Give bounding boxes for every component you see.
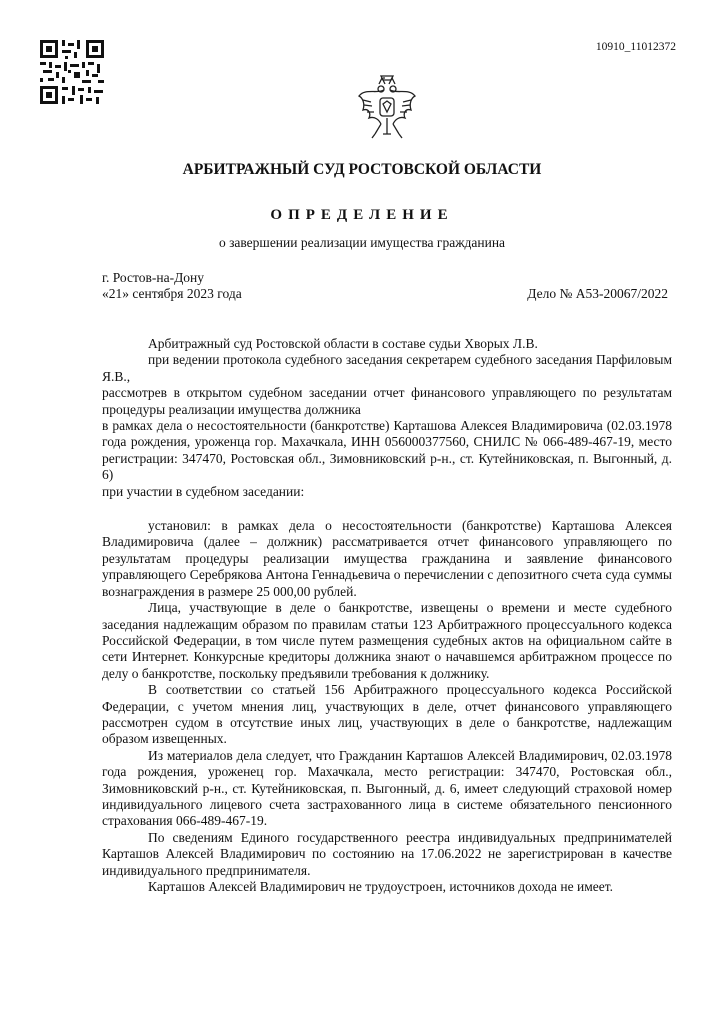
document-type: ОПРЕДЕЛЕНИЕ (270, 207, 454, 223)
intro-case-details: в рамках дела о несостоятельности (банкротстве) Карташова Алексея Владимировича (02.03.1978 года рождения, уроженца гор. Махачкала, ИНН 056000377560, СНИЛС № 066-489-467-19, место регистрации: 347470, Ростовская обл., Зимовниковский р-н., ст. Кутейниковская, п. Выгонный, д. 6) (102, 418, 672, 483)
document-subject: о завершении реализации имущества гражданина (218, 235, 506, 250)
intro-court-composition: Арбитражный суд Ростовской области в составе судьи Хворых Л.В. (148, 336, 538, 351)
court-name: АРБИТРАЖНЫЙ СУД РОСТОВСКОЙ ОБЛАСТИ (182, 161, 542, 178)
document-number: 10910_11012372 (595, 41, 676, 53)
paragraph-egrip: По сведениям Единого государственного реестра индивидуальных предпринимателей Карташов Алексей Владимирович по состоянию на 17.06.2022 не зарегистрирован в качестве индивидуального предпринимателя. (102, 829, 672, 878)
date: «21» сентября 2023 года (102, 286, 242, 301)
paragraph-article-156: В соответствии со статьей 156 Арбитражного процессуального кодекса Российской Федерации, с учетом мнения лиц, участвующих в деле, отчет финансового управляющего рассмотрен судом в отсутствие иных лиц, участвующих в деле о банкротстве, надлежащим образом извещенных. (102, 682, 672, 747)
paragraph-notified: Лица, участвующие в деле о банкротстве, извещены о времени и месте судебного заседания надлежащим образом по правилам статьи 123 Арбитражного процессуального кодекса Российской Федерации, в том числе путем размещения судебных актов на официальном сайте в сети Интернет. Конкурсные кредиторы должника знают о начавшемся арбитражном процессе по делу о банкротстве, поскольку предъявили требования к должнику. (102, 600, 672, 681)
coat-of-arms-icon (355, 74, 419, 144)
case-number: Дело № А53-20067/2022 (527, 286, 668, 301)
paragraph-established: установил: в рамках дела о несостоятельности (банкротстве) Карташова Алексея Владимировича (далее – должник) рассматривается отчет финансового управляющего по результатам процедуры реализации имущества гражданина и заявление финансового управляющего Серебрякова Антона Геннадьевича о перечислении с депозитного счета суда суммы вознаграждения в размере 25 000,00 рублей. (102, 518, 672, 599)
intro-considered: рассмотрев в открытом судебном заседании отчет финансового управляющего по результатам процедуры реализации имущества должника (102, 385, 672, 417)
intro-participants: при участии в судебном заседании: (102, 483, 305, 499)
document-body (102, 336, 672, 895)
city: г. Ростов-на-Дону (102, 270, 205, 285)
qr-code (40, 40, 104, 104)
paragraph-employment: Карташов Алексей Владимирович не трудоустроен, источников дохода не имеет. (148, 879, 613, 894)
intro-secretary: при ведении протокола судебного заседания секретарем судебного заседания Парфиловым Я.В., (102, 352, 672, 384)
paragraph-case-materials: Из материалов дела следует, что Гражданин Карташов Алексей Владимирович, 02.03.1978 года рождения, уроженец гор. Махачкала, место регистрации: 347470, Ростовская обл., Зимовниковский р-н., ст. Кутейниковская, п. Выгонный, д. 6, имеет следующий страховой номер индивидуального лицевого счета застрахованного лица в системе обязательного пенсионного страхования 066-489-467-19. (102, 747, 672, 829)
